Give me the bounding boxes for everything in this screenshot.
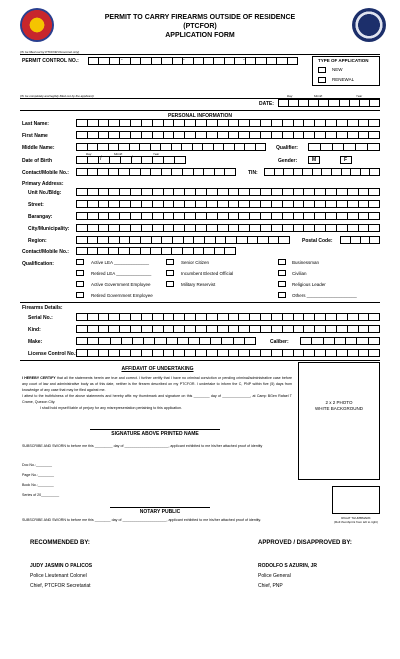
barangay-field[interactable]: [76, 212, 380, 220]
new-checkbox[interactable]: [318, 67, 326, 73]
date-month-hint: Month: [314, 94, 323, 98]
divider: [20, 302, 380, 303]
qual-active-lea-label: Active LEA ______________: [91, 260, 150, 265]
dob-sep-1: /: [100, 156, 102, 162]
street-label: Street:: [28, 202, 44, 208]
first-name-field[interactable]: [76, 131, 380, 139]
contact2-field[interactable]: [76, 247, 236, 255]
divider: [20, 360, 380, 361]
qualifier-field[interactable]: [308, 143, 380, 151]
thumbmark-label: RIGHT THUMBMARK: [341, 516, 371, 520]
region-label: Region:: [28, 238, 47, 244]
permit-sep-3: -: [243, 57, 245, 63]
date-day-hint: Day: [287, 94, 293, 98]
license-field[interactable]: [76, 349, 380, 357]
permit-control-label: PERMIT CONTROL NO.:: [22, 58, 79, 64]
page-no: Page No.:________: [22, 473, 54, 477]
tin-field[interactable]: [264, 168, 380, 176]
qual-reservist-label: Military Reservist: [181, 282, 216, 287]
notary-label: NOTARY PUBLIC: [139, 509, 181, 515]
contact2-label: Contact/Mobile No.:: [22, 249, 69, 255]
make-label: Make:: [28, 339, 43, 345]
qual-business-label: Businessman: [292, 260, 320, 265]
date-label: DATE:: [259, 101, 274, 107]
middle-name-label: Middle Name:: [22, 145, 55, 151]
city-label: City/Municipality:: [28, 226, 70, 232]
qual-senior-label: Senior Citizen: [181, 260, 210, 265]
region-field[interactable]: [76, 236, 290, 244]
office-use-note: (To be filled out by PTCFOR Personnel only): [20, 50, 80, 54]
approved-rank: Police General: [258, 573, 291, 579]
qual-retired-gov-checkbox[interactable]: [76, 292, 84, 298]
personal-info-header: PERSONAL INFORMATION: [20, 110, 380, 119]
affidavit-body: [22, 375, 292, 393]
caliber-label: Caliber:: [270, 339, 289, 345]
postal-field[interactable]: [340, 236, 380, 244]
applicant-note: (To be completely and legibly filled out by the applicant): [20, 94, 94, 98]
dob-sep-2: /: [131, 156, 133, 162]
tin-label: TIN:: [248, 170, 258, 176]
series-no: Series of 20_________: [22, 493, 60, 497]
photo-box[interactable]: [298, 362, 380, 480]
qual-elected-label: Incumbent Elected Official: [181, 271, 234, 276]
dob-month-hint: Month: [114, 152, 123, 156]
affidavit-text: that all the statements herein are true and correct. I further certify that I have no criminal conviction or pending criminal/administrative case before any court of law and administrative body as of this date, neither is the firearm described on my PTCFOR. I undertake to inform the C, PNP within five (5) days from knowledge of any case that may be filed against me.: [22, 376, 293, 392]
firearms-header: Firearms Details:: [22, 305, 63, 311]
affidavit-lead: I HEREBY CERTIFY: [22, 376, 56, 380]
contact-field[interactable]: [76, 168, 236, 176]
signature-label: SIGNATURE ABOVE PRINTED NAME: [111, 431, 199, 437]
postal-label: Postal Code:: [302, 238, 333, 244]
application-type-title: TYPE OF APPLICATION: [318, 58, 369, 63]
last-name-field[interactable]: [76, 119, 380, 127]
qual-civilian-label: Civilian: [292, 271, 307, 276]
thumbmark-box[interactable]: [332, 486, 380, 514]
approved-label: APPROVED / DISAPPROVED BY:: [258, 540, 352, 546]
qual-religious-label: Religious Leader: [292, 282, 326, 287]
signature-line: [90, 429, 220, 430]
qual-civilian-checkbox[interactable]: [278, 270, 286, 276]
qual-business-checkbox[interactable]: [278, 259, 286, 265]
date-field[interactable]: [278, 99, 380, 107]
unit-field[interactable]: [76, 188, 380, 196]
renewal-label: RENEWAL: [332, 77, 355, 82]
street-field[interactable]: [76, 200, 380, 208]
serial-label: Serial No.:: [28, 315, 53, 321]
photo-label: 2 x 2 PHOTO: [325, 400, 353, 405]
middle-name-field[interactable]: [76, 143, 266, 151]
qualifier-label: Qualifier:: [276, 145, 298, 151]
gender-female-label: F: [344, 157, 348, 163]
divider: [20, 54, 380, 55]
barangay-label: Barangay:: [28, 214, 53, 220]
form-title-line2: (PTCFOR): [183, 23, 217, 30]
dob-label: Date of Birth: [22, 158, 52, 164]
book-no: Book No.:________: [22, 483, 54, 487]
dob-year-hint: Year: [153, 152, 160, 156]
affidavit-perjury: I shall hold myself liable of perjury for any misrepresentation pertaining to this application.: [40, 406, 183, 410]
permit-control-field[interactable]: [88, 57, 298, 65]
gender-male-label: M: [312, 157, 317, 163]
qual-senior-checkbox[interactable]: [166, 259, 174, 265]
first-name-label: First Name: [22, 133, 48, 139]
qual-active-gov-label: Active Government Employee: [91, 282, 151, 287]
make-field[interactable]: [76, 337, 256, 345]
permit-sep-2: -: [183, 57, 185, 63]
qual-others-label: Others ____________________: [292, 293, 357, 298]
photo-sublabel: WHITE BACKGROUND: [314, 406, 363, 411]
recommended-label: RECOMMENDED BY:: [30, 540, 90, 546]
affidavit-attest: I attest to the truthfulness of the above statements and hereby affix my thumbmark and signature on this ________ day of ______________, at Camp BGen Rafael T Crame, Quezon City.: [22, 394, 292, 404]
last-name-label: Last Name:: [22, 121, 49, 127]
sworn-statement-2: SUBSCRIBE AND SWORN to before me this ________ day of ______________________, applicant exhibited to me his/her attached proof of identity.: [22, 518, 262, 522]
kind-field[interactable]: [76, 325, 380, 333]
contact-label: Contact/Mobile No.:: [22, 170, 69, 176]
kind-label: Kind:: [28, 327, 41, 333]
permit-sep-1: -: [121, 57, 123, 63]
new-label: NEW: [332, 67, 343, 72]
qual-religious-checkbox[interactable]: [278, 281, 286, 287]
affidavit-title: AFFIDAVIT OF UNDERTAKING: [121, 366, 194, 372]
unit-label: Unit No./Bldg:: [28, 190, 62, 196]
recommended-name: JUDY JASMIN O PALICOS: [30, 563, 93, 569]
qual-elected-checkbox[interactable]: [166, 270, 174, 276]
dob-day-hint: Day: [86, 152, 92, 156]
approved-name: RODOLFO S AZURIN, JR: [258, 563, 317, 569]
address-label: Primary Address:: [22, 181, 64, 187]
sworn-statement: SUBSCRIBE AND SWORN to before me this _________ day of ______________________, applicant exhibited to me his/her attached proof of identity: [22, 444, 263, 448]
gender-label: Gender:: [278, 158, 298, 164]
date-year-hint: Year: [356, 94, 363, 98]
notary-line: [110, 507, 210, 508]
approved-position: Chief, PNP: [258, 583, 283, 589]
recommended-rank: Police Lieutenant Colonel: [30, 573, 87, 579]
qualification-label: Qualification:: [22, 261, 54, 267]
qual-retired-gov-label: Retired Government Employee: [91, 293, 153, 298]
serial-field[interactable]: [76, 313, 380, 321]
qual-reservist-checkbox[interactable]: [166, 281, 174, 287]
qual-retired-lea-checkbox[interactable]: [76, 270, 84, 276]
qual-active-gov-checkbox[interactable]: [76, 281, 84, 287]
city-field[interactable]: [76, 224, 380, 232]
qual-retired-lea-label: Retired LEA ______________: [91, 271, 152, 276]
thumbmark-hint: (Roll thumbprint from left to right): [334, 520, 378, 524]
form-title-line1: PERMIT TO CARRY FIREARMS OUTSIDE OF RESIDENCE: [104, 14, 296, 21]
caliber-field[interactable]: [300, 337, 380, 345]
qual-others-checkbox[interactable]: [278, 292, 286, 298]
doc-no: Doc No.:________: [22, 463, 52, 467]
license-label: License Control No.:: [28, 351, 77, 357]
recommended-position: Chief, PTCFOR Secretariat: [30, 583, 91, 589]
renewal-checkbox[interactable]: [318, 77, 326, 83]
qual-active-lea-checkbox[interactable]: [76, 259, 84, 265]
form-title-line3: APPLICATION FORM: [165, 32, 235, 39]
